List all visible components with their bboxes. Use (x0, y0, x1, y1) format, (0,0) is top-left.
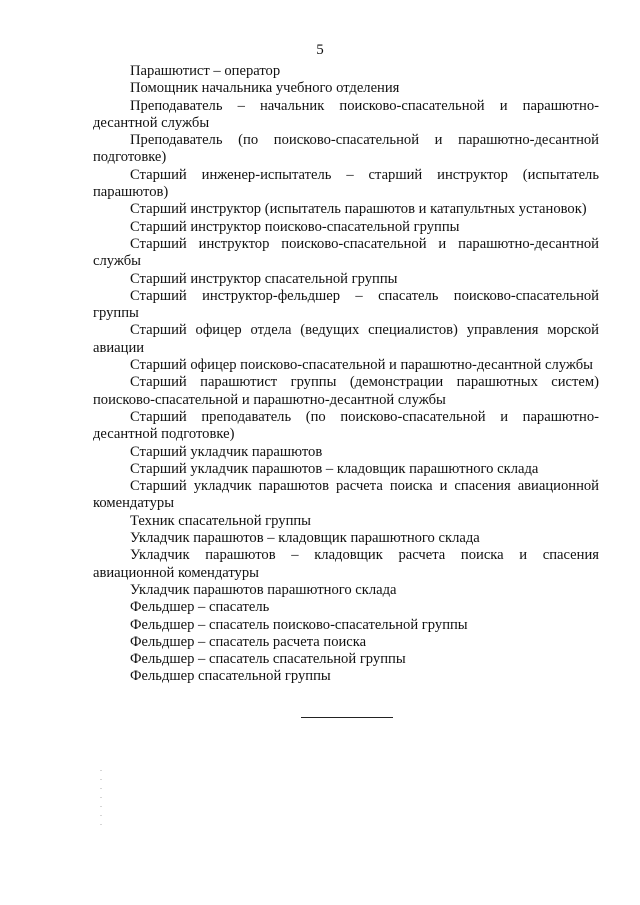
list-item: Старший инструктор (испытатель парашютов и катапультных установок) (130, 201, 587, 218)
list-item: Старший преподаватель (по поисково-спасательной и парашютно-десантной подготовке) (93, 408, 599, 443)
list-item: Фельдшер – спасатель поисково-спасательной группы (130, 616, 468, 633)
list-item: Преподаватель (по поисково-спасательной и парашютно-десантной подготовке) (93, 132, 599, 166)
list-item: Преподаватель – начальник поисково-спасательной и парашютно-десантной службы (93, 97, 599, 131)
list-item: Старший парашютист группы (демонстрации парашютных систем) поисково-спасательной и парашютно-десантной службы (93, 374, 599, 408)
list-item: Старший офицер отдела (ведущих специалистов) управления морской авиации (93, 322, 599, 356)
list-item: Укладчик парашютов парашютного склада (130, 581, 397, 598)
list-item: Старший инструктор поисково-спасательной и парашютно-десантной службы (93, 235, 599, 270)
list-item: Техник спасательной группы (130, 512, 311, 529)
page-number: 5 (316, 42, 324, 58)
list-item: Старший инструктор спасательной группы (130, 270, 398, 287)
list-item: Старший укладчик парашютов – кладовщик парашютного склада (130, 460, 539, 477)
list-item: Старший инструктор поисково-спасательной группы (130, 218, 460, 235)
list-item: Старший инженер-испытатель – старший инструктор (испытатель парашютов) (93, 166, 599, 201)
list-item: Укладчик парашютов – кладовщик парашютного склада (130, 530, 480, 547)
list-item: Старший укладчик парашютов (130, 443, 323, 460)
list-item: Старший офицер поисково-спасательной и парашютно-десантной службы (130, 357, 593, 374)
list-item: Фельдшер – спасатель спасательной группы (130, 651, 406, 668)
position-list (93, 63, 599, 686)
list-item: Помощник начальника учебного отделения (130, 80, 400, 97)
list-item: Старший укладчик парашютов расчета поиска и спасения авиационной комендатуры (93, 478, 599, 512)
list-item: Фельдшер – спасатель (130, 599, 270, 616)
scan-specks (100, 770, 102, 830)
list-item: Укладчик парашютов – кладовщик расчета поиска и спасения авиационной комендатуры (93, 547, 599, 581)
list-item: Фельдшер – спасатель расчета поиска (130, 633, 367, 650)
list-item: Парашютист – оператор (130, 63, 281, 79)
list-item: Фельдшер спасательной группы (130, 668, 331, 685)
end-divider (301, 717, 393, 718)
list-item: Старший инструктор-фельдшер – спасатель поисково-спасательной группы (93, 287, 599, 322)
